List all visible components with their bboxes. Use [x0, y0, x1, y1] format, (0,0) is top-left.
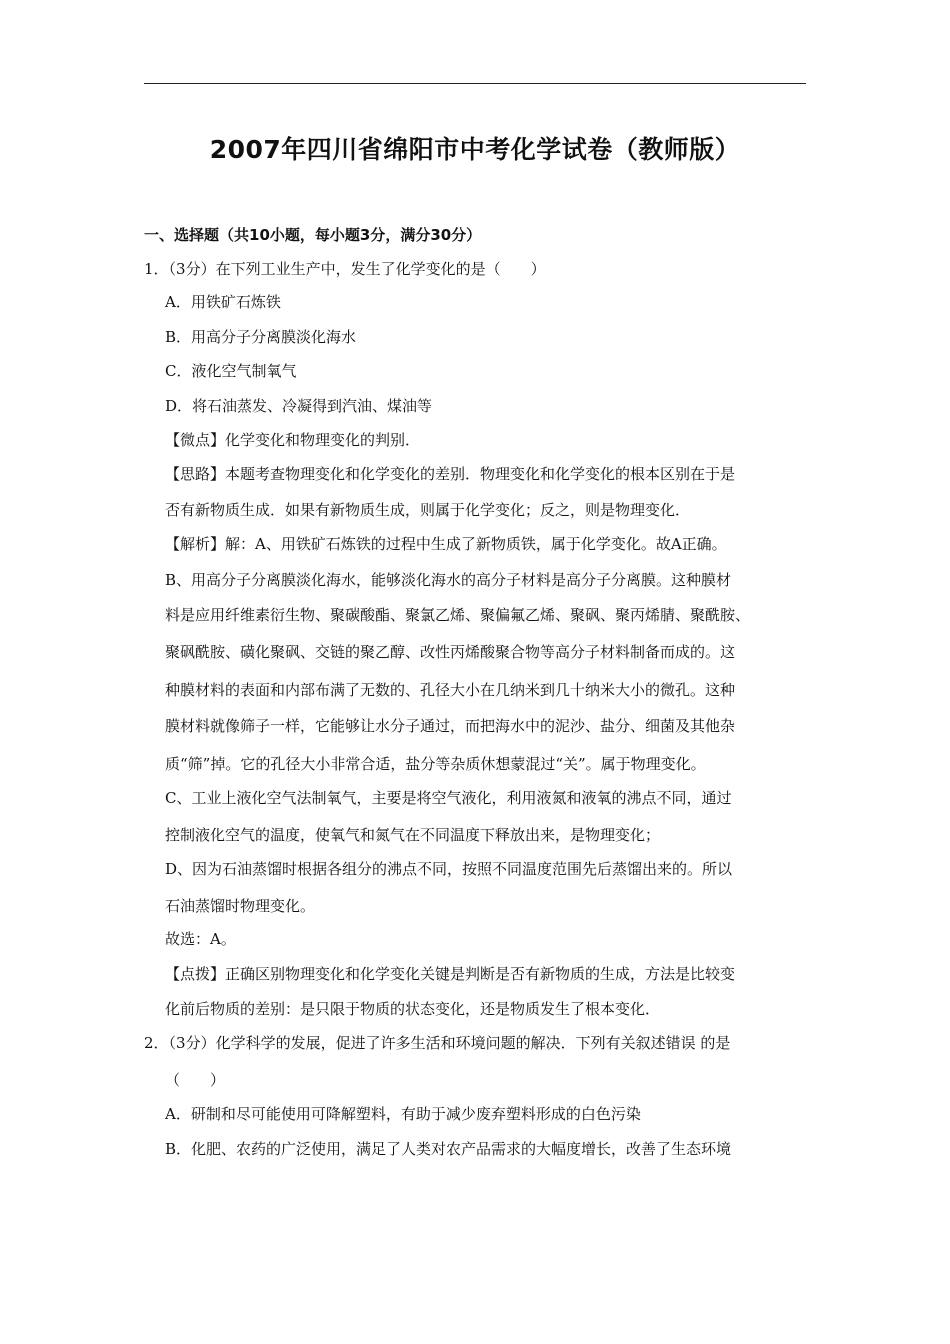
question-1-idea-line: 否有新物质生成．如果有新物质生成，则属于化学变化；反之，则是物理变化． — [165, 501, 691, 519]
question-1-point: 【微点】化学变化和物理变化的判别． — [165, 431, 421, 449]
question-1-analysis-line: 【解析】解：A、用铁矿石炼铁的过程中生成了新物质铁，属于化学变化。故A正确。 — [165, 535, 727, 553]
question-2-stem: 2．（3分）化学科学的发展，促进了许多生活和环境问题的解决．下列有关叙述错误 的是 — [144, 1034, 731, 1052]
question-1-analysis-line: 膜材料就像筛子一样，它能够让水分子通过，而把海水中的泥沙、盐分、细菌及其他杂 — [165, 717, 736, 735]
question-1-stem: 1．（3分）在下列工业生产中，发生了化学变化的是（ ） — [144, 260, 546, 278]
question-2-stem-continued: （ ） — [165, 1071, 226, 1089]
question-1-tip-line: 化前后物质的差别：是只限于物质的状态变化，还是物质发生了根本变化． — [165, 1000, 661, 1018]
section-heading: 一、选择题（共10小题，每小题3分，满分30分） — [144, 226, 482, 244]
question-1-analysis-line: 种膜材料的表面和内部布满了无数的、孔径大小在几纳米到几十纳米大小的微孔。这种 — [165, 681, 736, 699]
question-1-analysis-line: B、用高分子分离膜淡化海水，能够淡化海水的高分子材料是高分子分离膜。这种膜材 — [165, 571, 732, 589]
question-1-analysis-line: 聚砜酰胺、磺化聚砜、交链的聚乙醇、改性丙烯酸聚合物等高分子材料制备而成的。这 — [165, 643, 736, 661]
question-1-analysis-line: 控制液化空气的温度，使氧气和氮气在不同温度下释放出来，是物理变化； — [165, 826, 661, 844]
question-1-analysis-line: D、因为石油蒸馏时根据各组分的沸点不同，按照不同温度范围先后蒸馏出来的。所以 — [165, 860, 733, 878]
question-1-analysis-line: 料是应用纤维素衍生物、聚碳酸酯、聚氯乙烯、聚偏氟乙烯、聚砜、聚丙烯腈、聚酰胺、 — [165, 606, 751, 624]
question-1-option-d: D．将石油蒸发、冷凝得到汽油、煤油等 — [165, 397, 433, 415]
question-2-option-a: A．研制和尽可能使用可降解塑料，有助于减少废弃塑料形成的白色污染 — [165, 1105, 641, 1123]
question-1-option-c: C．液化空气制氧气 — [165, 362, 297, 380]
question-2-option-b: B．化肥、农药的广泛使用，满足了人类对农产品需求的大幅度增长，改善了生态环境 — [165, 1140, 732, 1158]
question-1-tip-line: 【点拨】正确区别物理变化和化学变化关键是判断是否有新物质的生成，方法是比较变 — [165, 965, 736, 983]
question-1-option-a: A．用铁矿石炼铁 — [165, 293, 281, 311]
question-1-analysis-line: 质“筛”掉。它的孔径大小非常合适，盐分等杂质休想蒙混过“关”。属于物理变化。 — [165, 755, 706, 773]
header-rule — [144, 83, 806, 84]
page-title: 2007年四川省绵阳市中考化学试卷（教师版） — [209, 135, 741, 164]
question-1-option-b: B．用高分子分离膜淡化海水 — [165, 328, 357, 346]
question-1-analysis-line: 石油蒸馏时物理变化。 — [165, 897, 316, 915]
question-1-answer: 故选：A。 — [165, 930, 236, 948]
question-1-analysis-line: C、工业上液化空气法制氧气，主要是将空气液化，利用液氮和液氧的沸点不同，通过 — [165, 789, 732, 807]
question-1-idea-line: 【思路】本题考查物理变化和化学变化的差别．物理变化和化学变化的根本区别在于是 — [165, 465, 736, 483]
